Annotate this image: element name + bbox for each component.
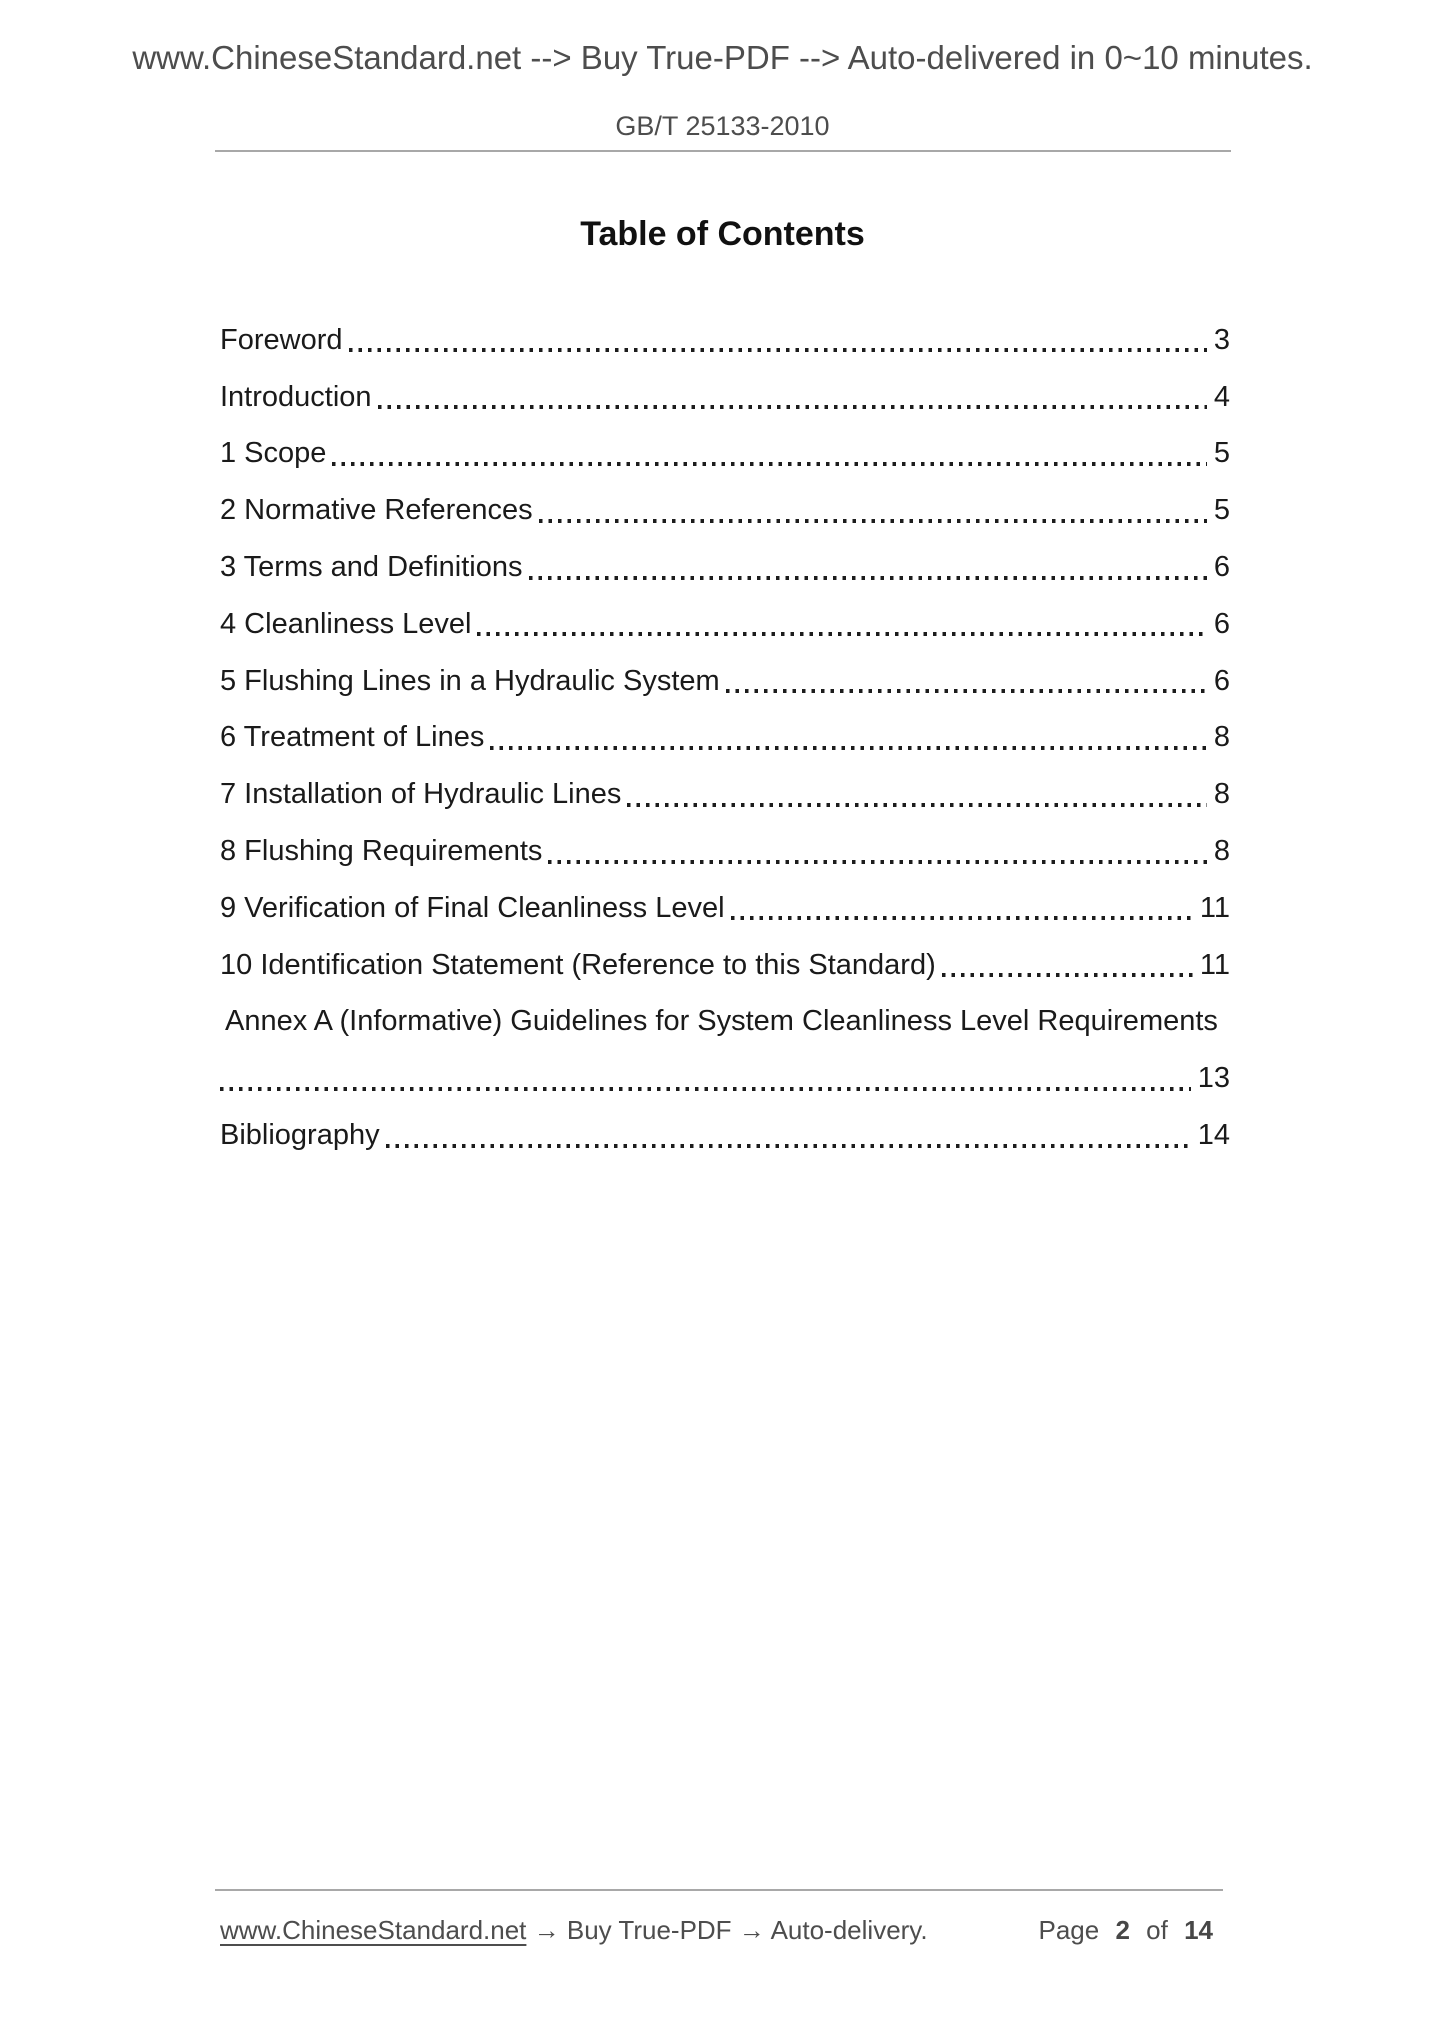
toc-page-number: 6	[1213, 664, 1230, 697]
dot-leader	[529, 576, 1207, 580]
dot-leader	[539, 519, 1207, 523]
toc-entry	[220, 426, 1230, 483]
toc-entry-continuation	[220, 1050, 1230, 1107]
toc-page-number: 13	[1197, 1062, 1230, 1095]
toc-entry	[220, 880, 1230, 937]
toc-entry	[220, 710, 1230, 767]
toc-page-number: 14	[1197, 1119, 1230, 1152]
toc-entry-label: 5 Flushing Lines in a Hydraulic System	[220, 664, 720, 697]
toc-entry-label: Annex A (Informative) Guidelines for System Cleanliness Level Requirements	[225, 1005, 1218, 1038]
dot-leader	[378, 405, 1207, 409]
toc-page-number: 4	[1213, 380, 1230, 413]
toc-entry	[220, 823, 1230, 880]
toc-page-number: 3	[1213, 323, 1230, 356]
toc-entry-label: 7 Installation of Hydraulic Lines	[220, 778, 622, 811]
dot-leader	[477, 632, 1206, 636]
page-indicator-label: Page	[1038, 1914, 1100, 1945]
toc-entry	[220, 1107, 1230, 1164]
dot-leader	[332, 462, 1206, 466]
toc-entry-label: 3 Terms and Definitions	[220, 551, 523, 584]
toc-page-number: 5	[1213, 494, 1230, 527]
toc-entry	[220, 653, 1230, 710]
page-indicator	[1038, 1915, 1213, 1946]
footer	[220, 1908, 1213, 1952]
toc-entry-label: 1 Scope	[220, 437, 327, 470]
toc-entry-label: Foreword	[220, 323, 343, 356]
page-indicator-total: 14	[1184, 1914, 1213, 1945]
toc-entry	[220, 369, 1230, 426]
dot-leader	[731, 916, 1193, 920]
toc-page-number: 6	[1213, 551, 1230, 584]
dot-leader	[942, 973, 1193, 977]
footer-website-link[interactable]: www.ChineseStandard.net	[220, 1914, 527, 1945]
toc-entry-label: 10 Identification Statement (Reference to this Standard)	[220, 948, 936, 981]
toc-entry	[220, 312, 1230, 369]
dot-leader	[627, 803, 1206, 807]
toc-page-number: 5	[1213, 437, 1230, 470]
toc-entry	[220, 539, 1230, 596]
dot-leader	[490, 746, 1206, 750]
toc-entry	[220, 937, 1230, 994]
toc-page-number: 8	[1213, 835, 1230, 868]
page-indicator-current: 2	[1115, 1914, 1130, 1945]
toc-entry	[220, 596, 1230, 653]
toc-entry-label: Bibliography	[220, 1119, 380, 1152]
dot-leader	[386, 1144, 1191, 1148]
footer-divider	[215, 1889, 1223, 1891]
toc-entry	[220, 766, 1230, 823]
dot-leader	[548, 860, 1206, 864]
toc-entry-label: 8 Flushing Requirements	[220, 835, 543, 868]
header-doc-number: GB/T 25133-2010	[615, 111, 830, 141]
page-title: Table of Contents	[580, 215, 865, 253]
toc-entry-label: Introduction	[220, 380, 372, 413]
toc-entry-label: 2 Normative References	[220, 494, 533, 527]
dot-leader	[726, 689, 1207, 693]
dot-leader	[220, 1087, 1191, 1091]
footer-delivery-text: → Buy True-PDF → Auto-delivery.	[526, 1914, 928, 1945]
footer-left-text	[220, 1915, 928, 1946]
toc-page-number: 11	[1199, 948, 1230, 981]
header-promo-text: www.ChineseStandard.net --> Buy True-PDF --> Auto-delivered in 0~10 minutes.	[132, 39, 1313, 76]
toc-entry	[220, 994, 1230, 1051]
page-indicator-of: of	[1146, 1914, 1168, 1945]
toc-entry-label: 6 Treatment of Lines	[220, 721, 485, 754]
header-divider	[215, 150, 1231, 152]
toc-entry-label: 9 Verification of Final Cleanliness Level	[220, 891, 725, 924]
toc-entry-label: 4 Cleanliness Level	[220, 607, 472, 640]
toc-page-number: 8	[1213, 721, 1230, 754]
toc-page-number: 11	[1199, 891, 1230, 924]
toc-page-number: 8	[1213, 778, 1230, 811]
toc-entry	[220, 482, 1230, 539]
table-of-contents	[220, 312, 1230, 1164]
dot-leader	[349, 348, 1207, 352]
toc-page-number: 6	[1213, 607, 1230, 640]
